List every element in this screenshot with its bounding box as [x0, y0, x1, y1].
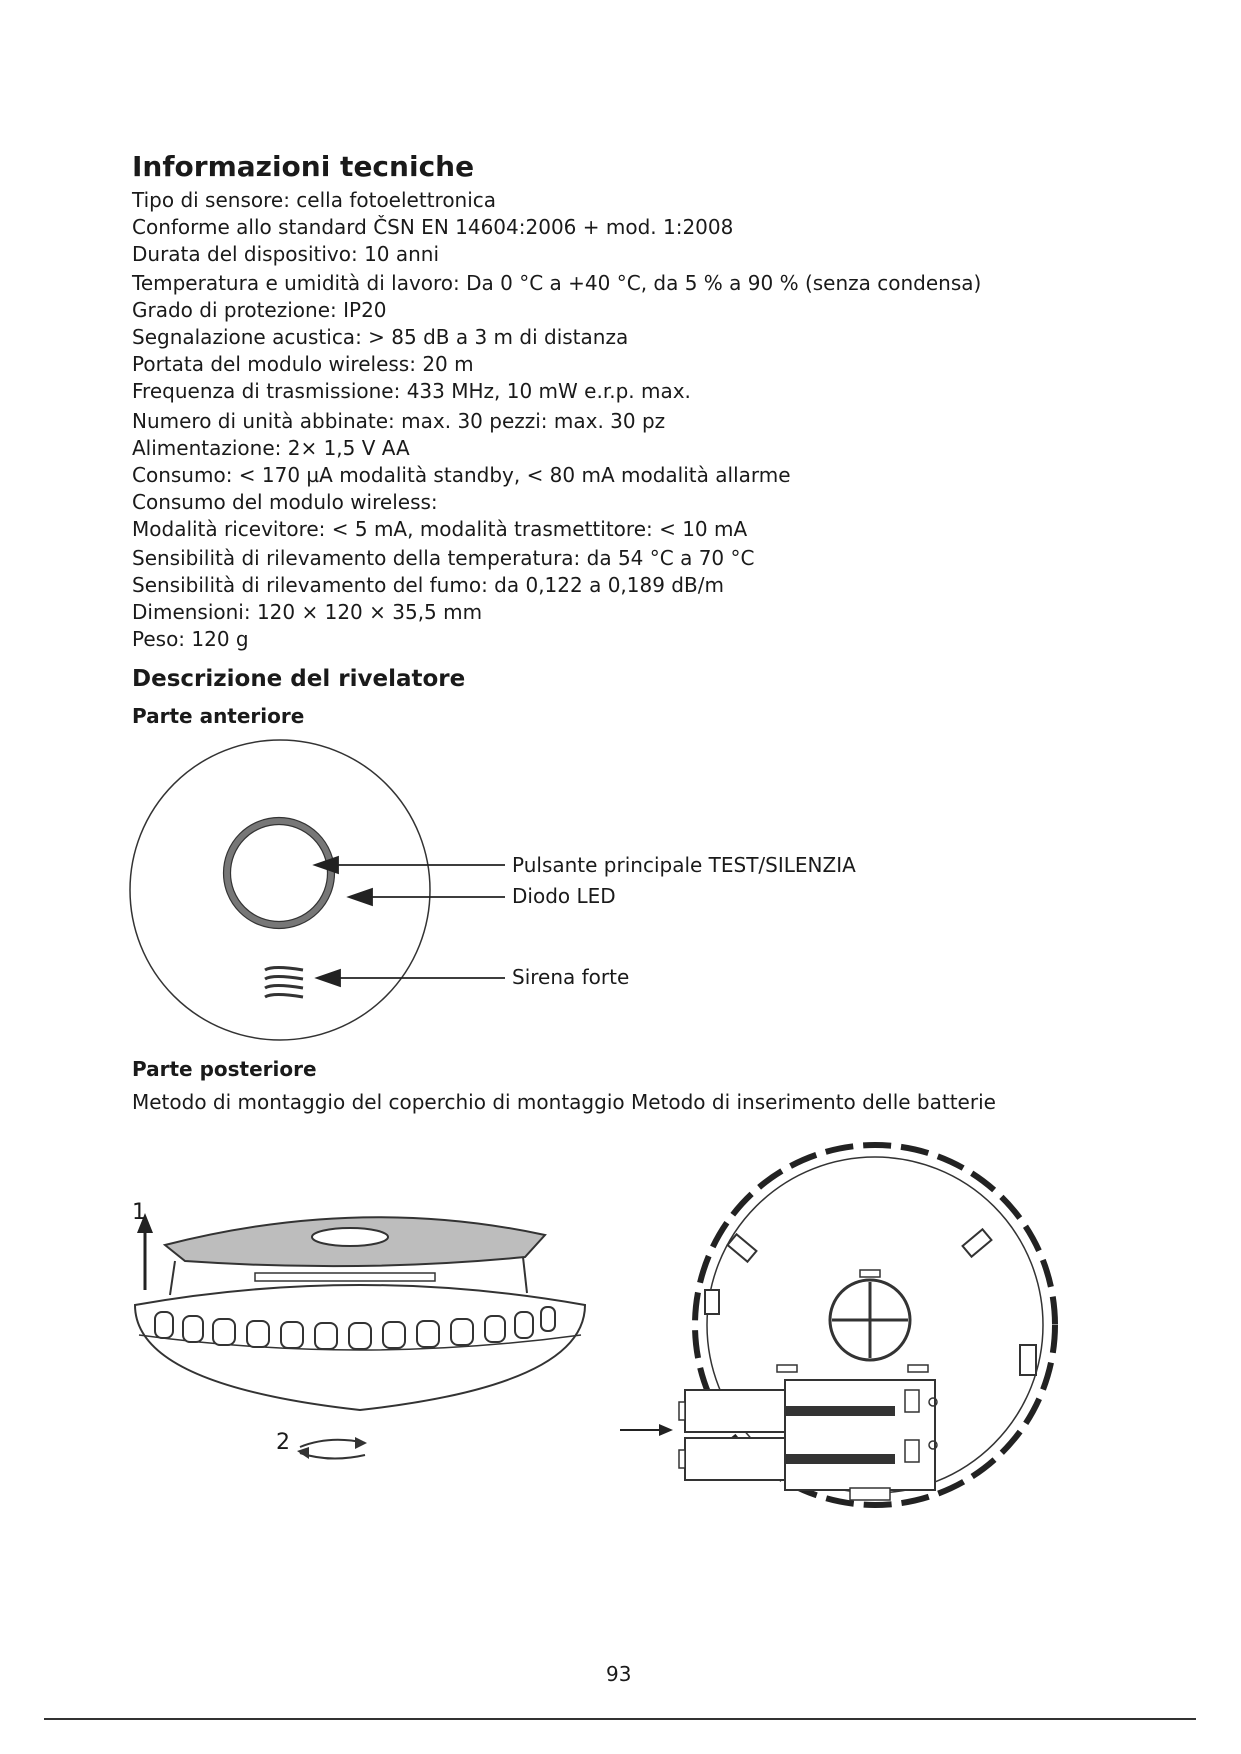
- footer-rule: [44, 1718, 1196, 1720]
- spec-line: Modalità ricevitore: < 5 mA, modalità trasmettitore: < 10 mA: [132, 517, 748, 541]
- spec-line: Numero di unità abbinate: max. 30 pezzi: max. 30 pz: [132, 409, 666, 433]
- label-siren: Sirena forte: [512, 965, 630, 989]
- section-title-description: Descrizione del rivelatore: [132, 666, 466, 692]
- spec-line: Sensibilità di rilevamento della temperatura: da 54 °C a 70 °C: [132, 546, 755, 570]
- mounting-diagram: [125, 1195, 595, 1485]
- back-caption: Metodo di montaggio del coperchio di montaggio Metodo di inserimento delle batterie: [132, 1090, 996, 1114]
- spec-line: Consumo: < 170 µA modalità standby, < 80 mA modalità allarme: [132, 463, 791, 487]
- spec-line: Sensibilità di rilevamento del fumo: da 0,122 a 0,189 dB/m: [132, 573, 724, 597]
- section-title-technical: Informazioni tecniche: [132, 150, 475, 183]
- spec-line: Alimentazione: 2× 1,5 V AA: [132, 436, 410, 460]
- page-number: 93: [606, 1662, 632, 1686]
- spec-line: Portata del modulo wireless: 20 m: [132, 352, 474, 376]
- front-diagram: [120, 720, 560, 1060]
- step-1-label: 1: [132, 1200, 146, 1225]
- battery-diagram: [615, 1140, 1085, 1520]
- spec-line: Tipo di sensore: cella fotoelettronica: [132, 188, 497, 212]
- spec-line: Dimensioni: 120 × 120 × 35,5 mm: [132, 600, 483, 624]
- spec-line: Peso: 120 g: [132, 627, 249, 651]
- step-2-label: 2: [276, 1430, 290, 1455]
- spec-line: Temperatura e umidità di lavoro: Da 0 °C a +40 °C, da 5 % a 90 % (senza condensa): [132, 271, 982, 295]
- back-title: Parte posteriore: [132, 1057, 317, 1081]
- spec-line: Segnalazione acustica: > 85 dB a 3 m di distanza: [132, 325, 629, 349]
- front-title: Parte anteriore: [132, 704, 305, 728]
- spec-line: Durata del dispositivo: 10 anni: [132, 242, 440, 266]
- label-test-button: Pulsante principale TEST/SILENZIA: [512, 853, 856, 877]
- spec-line: Frequenza di trasmissione: 433 MHz, 10 mW e.r.p. max.: [132, 379, 691, 403]
- label-led: Diodo LED: [512, 884, 616, 908]
- spec-line: Consumo del modulo wireless:: [132, 490, 438, 514]
- spec-line: Conforme allo standard ČSN EN 14604:2006 + mod. 1:2008: [132, 215, 734, 239]
- spec-line: Grado di protezione: IP20: [132, 298, 387, 322]
